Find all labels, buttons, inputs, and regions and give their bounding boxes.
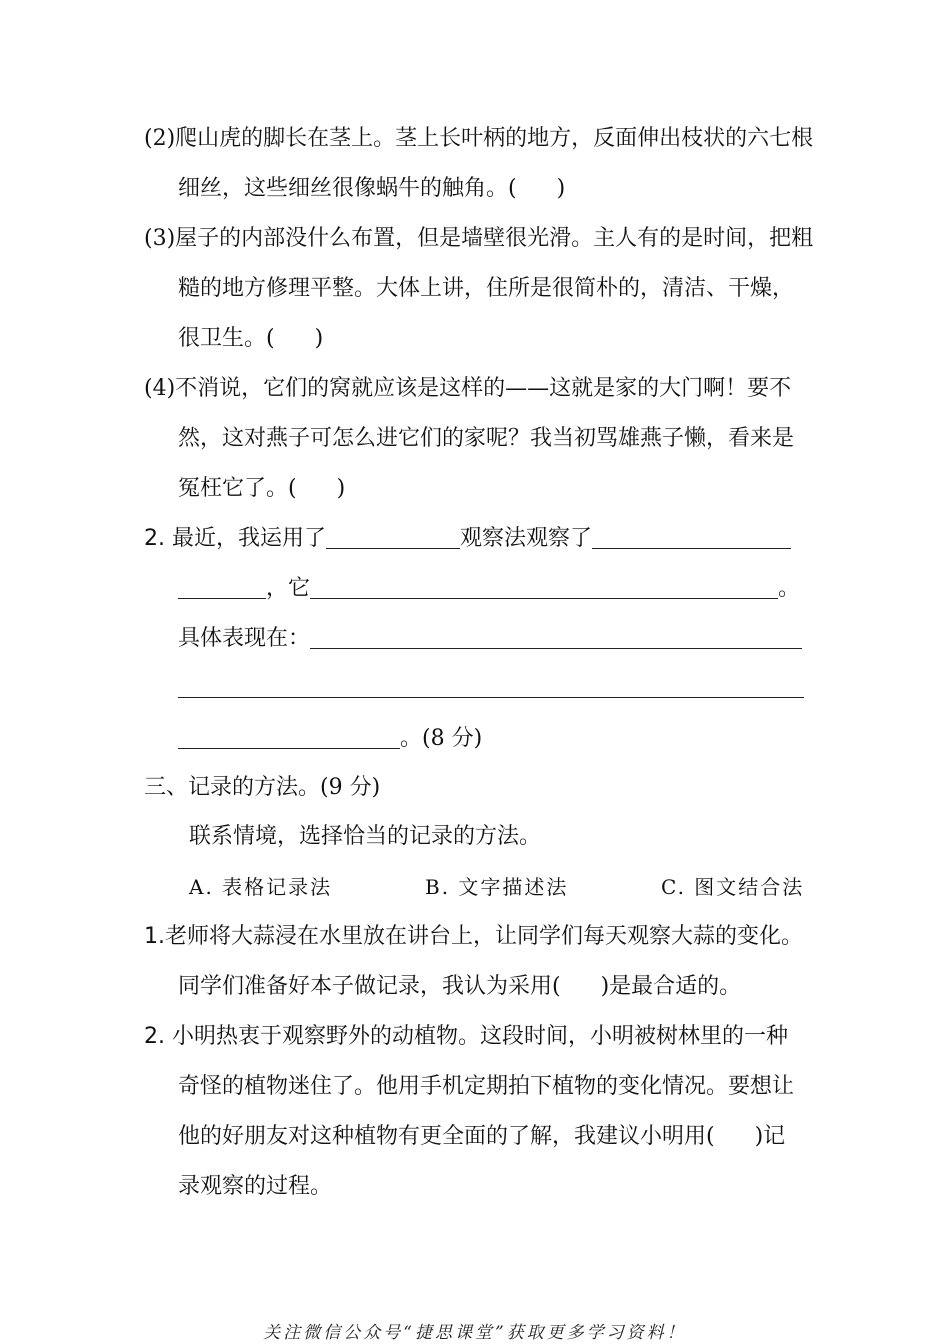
section-3-q1-line-1 (144, 922, 803, 952)
question-number: 1. (144, 924, 165, 949)
question-text: 奇怪的植物迷住了。他用手机定期拍下植物的变化情况。要想让 (178, 1074, 795, 1099)
footer-note: 关注微信公众号“捷思课堂”获取更多学习资料！ (263, 1323, 687, 1343)
detail-label: 具体表现在： (178, 626, 311, 651)
question-text: )记 (754, 1124, 786, 1149)
question-number: (4) (144, 376, 176, 401)
paren-close: ) (336, 476, 346, 501)
fill-question-line-3 (178, 624, 802, 654)
question-4-line-2 (178, 424, 794, 454)
question-3-line-2 (178, 274, 794, 304)
section-3-q2-line-3 (178, 1122, 785, 1152)
question-text: 老师将大蒜浸在水里放在讲台上，让同学们每天观察大蒜的变化。 (165, 924, 804, 949)
instruction-text: 联系情境，选择恰当的记录的方法。 (189, 824, 542, 849)
question-text: 观察法观察了 (460, 526, 593, 551)
option-a: A. 表格记录法 (189, 875, 333, 899)
section-3-q2-line-1 (144, 1022, 788, 1052)
detail-blank[interactable] (310, 626, 802, 649)
feature-blank[interactable] (310, 576, 778, 599)
question-text: 冤枉它了。( (178, 476, 297, 501)
section-3-q1-line-2 (178, 972, 741, 1002)
detail-blank-line[interactable] (178, 697, 804, 698)
section-score: (9 分) (320, 775, 381, 800)
question-text: 很卫生。( (178, 326, 275, 351)
question-2-line-2 (178, 174, 565, 204)
question-number: (3) (144, 226, 176, 251)
end-mark: 。 (778, 576, 801, 601)
paren-close: ) (314, 326, 324, 351)
fill-question-line-1 (144, 524, 791, 554)
object-blank[interactable] (592, 526, 791, 549)
question-text: 屋子的内部没什么布置，但是墙壁很光滑。主人有的是时间，把粗 (175, 226, 814, 251)
question-text: 录观察的过程。 (178, 1174, 333, 1199)
question-4-line-1 (144, 374, 791, 404)
option-b: B. 文字描述法 (425, 875, 569, 899)
question-text: 小明热衷于观察野外的动植物。这段时间，小明被树林里的一种 (172, 1024, 789, 1049)
question-4-line-3 (178, 474, 345, 504)
question-number: (2) (144, 126, 176, 151)
section-3-heading (144, 773, 380, 803)
fill-question-line-2 (178, 574, 800, 604)
object-blank-continued[interactable] (178, 576, 266, 599)
question-number: 2. (144, 1024, 165, 1049)
question-text: 同学们准备好本子做记录，我认为采用( (178, 974, 561, 999)
section-3-q2-line-2 (178, 1072, 794, 1102)
question-text: )是最合适的。 (600, 974, 742, 999)
paren-close: ) (556, 176, 566, 201)
question-text: 然，这对燕子可怎么进它们的家呢？我当初骂雄燕子懒，看来是 (178, 426, 795, 451)
question-text: 不消说，它们的窝就应该是这样的——这就是家的大门啊！要不 (175, 376, 792, 401)
section-3-q2-line-4 (178, 1172, 332, 1202)
fill-question-line-5 (178, 724, 482, 754)
section-3-instruction (189, 822, 541, 852)
question-2-line-1 (144, 124, 813, 154)
section-title: 三、记录的方法。 (144, 775, 321, 800)
question-text: 爬山虎的脚长在茎上。茎上长叶柄的地方，反面伸出枝状的六七根 (175, 126, 814, 151)
question-3-line-1 (144, 224, 813, 254)
question-text: 细丝，这些细丝很像蜗牛的触角。( (178, 176, 517, 201)
method-blank[interactable] (326, 526, 460, 549)
detail-blank-end[interactable] (178, 726, 400, 749)
question-text: 糙的地方修理平整。大体上讲，住所是很简朴的，清洁、干燥， (178, 276, 795, 301)
question-text: 最近，我运用了 (172, 526, 327, 551)
score: 。(8 分) (400, 726, 483, 751)
option-c: C. 图文结合法 (661, 875, 805, 899)
question-number: 2. (144, 526, 165, 551)
question-text: 他的好朋友对这种植物有更全面的了解，我建议小明用( (178, 1124, 715, 1149)
question-3-line-3 (178, 324, 323, 354)
question-text: ，它 (266, 576, 311, 601)
